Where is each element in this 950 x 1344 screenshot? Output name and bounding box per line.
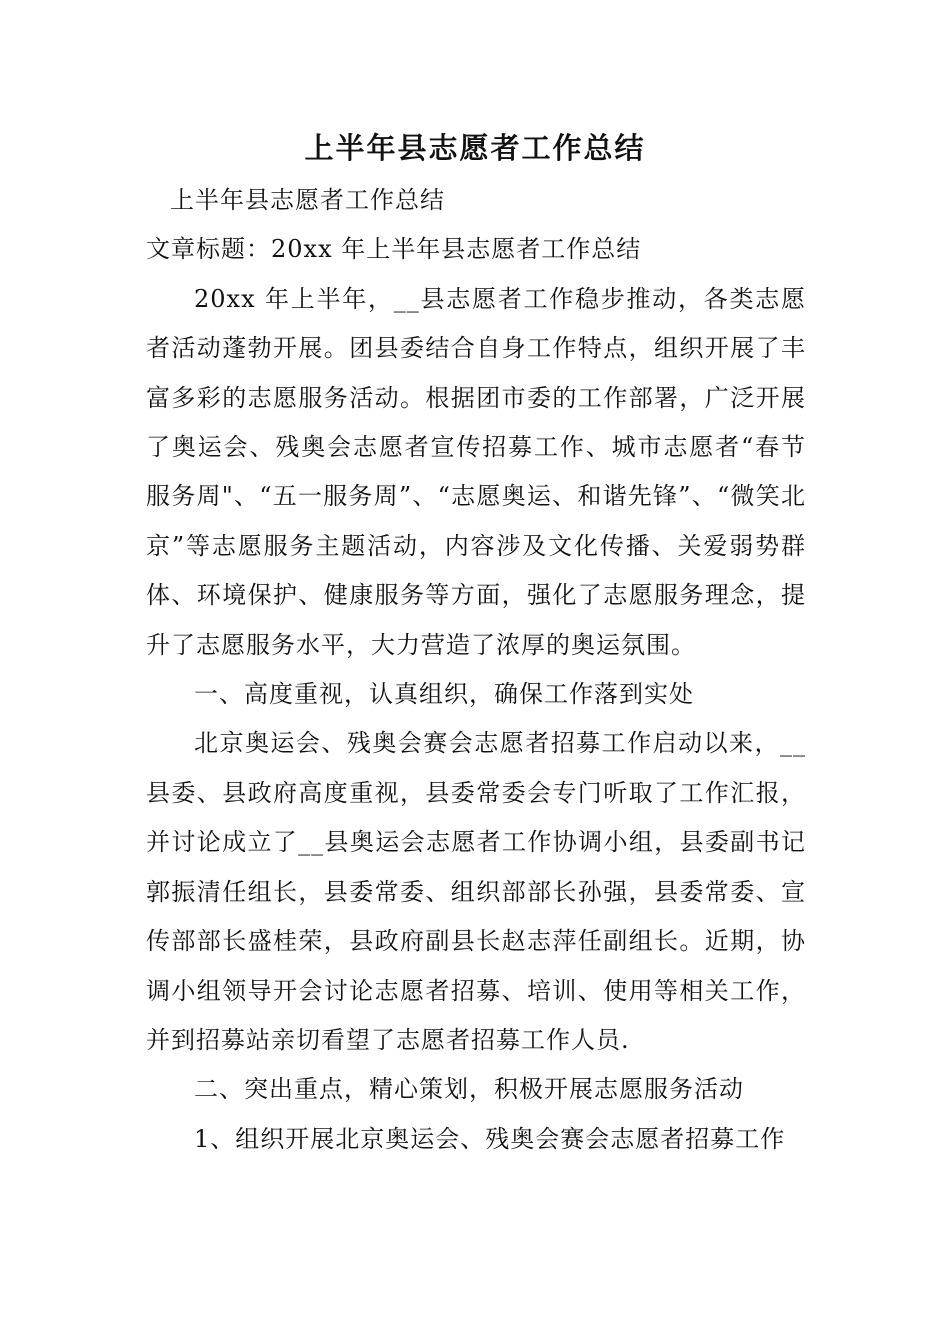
subsection-heading-1: 1、组织开展北京奥运会、残奥会赛会志愿者招募工作 bbox=[194, 1124, 786, 1153]
article-title-line: 文章标题：20xx 年上半年县志愿者工作总结 bbox=[146, 235, 642, 264]
subtitle-paragraph: 上半年县志愿者工作总结 bbox=[170, 186, 445, 214]
section-heading-1: 一、高度重视，认真组织，确保工作落到实处 bbox=[194, 680, 694, 709]
document-title: 上半年县志愿者工作总结 bbox=[304, 131, 646, 165]
document-body bbox=[146, 176, 806, 1164]
section-heading-2: 二、突出重点，精心策划，积极开展志愿服务活动 bbox=[194, 1075, 744, 1104]
section-1-paragraph: 北京奥运会、残奥会赛会志愿者招募工作启动以来，__县委、县政府高度重视，县委常委会专门听取了工作汇报，并讨论成立了__县奥运会志愿者工作协调小组，县委副书记郭振清任组长，县委常委、组织部部长孙强，县委常委、宣传部部长盛桂荣，县政府副县长赵志萍任副组长。近期，协调小组领导开会讨论志愿者招募、培训、使用等相关工作，并到招募站亲切看望了志愿者招募工作人员. bbox=[146, 729, 806, 1054]
intro-paragraph: 20xx 年上半年，__县志愿者工作稳步推动，各类志愿者活动蓬勃开展。团县委结合自身工作特点，组织开展了丰富多彩的志愿服务活动。根据团市委的工作部署，广泛开展了奥运会、残奥会志愿者宣传招募工作、城市志愿者“春节服务周"、“五一服务周”、“志愿奥运、和谐先锋”、“微笑北京”等志愿服务主题活动，内容涉及文化传播、关爱弱势群体、环境保护、健康服务等方面，强化了志愿服务理念，提升了志愿服务水平，大力营造了浓厚的奥运氛围。 bbox=[146, 284, 806, 659]
